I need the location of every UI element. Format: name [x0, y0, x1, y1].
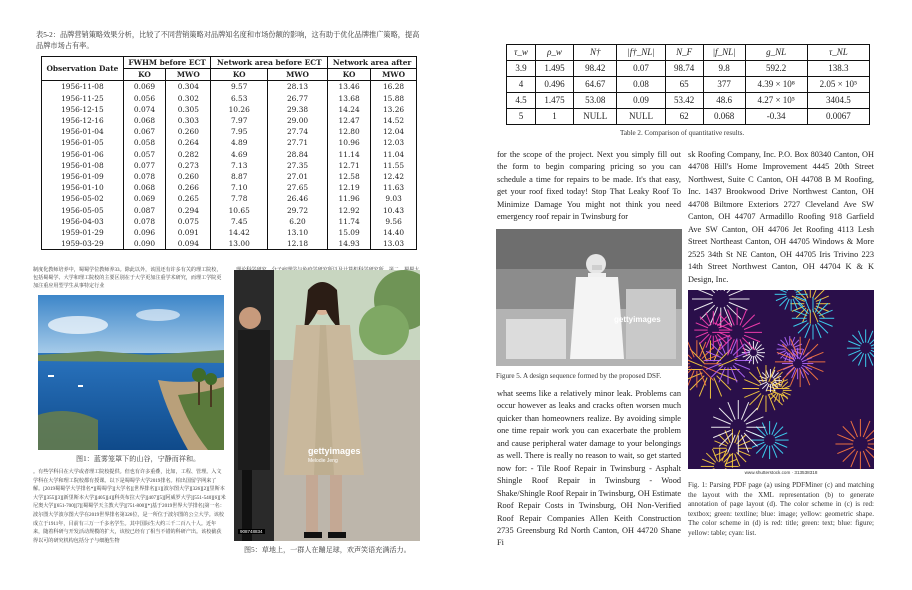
figure-1-caption: 图1：蓝雾笼罩下的山谷，宁静而祥和。 — [76, 455, 201, 463]
table-cell: 12.80 — [328, 126, 371, 137]
table-cell: 13.68 — [328, 93, 371, 104]
table-cell: 7.10 — [211, 182, 267, 193]
table-cell: 14.40 — [371, 227, 417, 238]
table-cell: 0.260 — [166, 171, 211, 182]
table-cell: 14.24 — [328, 104, 371, 115]
table-cell: 27.01 — [267, 171, 327, 182]
figure-5-caption: Figure 5. A design sequence formed by the proposed DSF. — [496, 372, 662, 380]
comparison-cell: NULL — [617, 109, 665, 125]
table-row — [42, 238, 417, 250]
table-header-cell: Network area before ECT — [211, 57, 328, 69]
table-header-cell: KO — [211, 69, 267, 81]
comparison-cell: 1.495 — [535, 61, 573, 77]
comparison-cell: 0.0067 — [807, 109, 869, 125]
table-cell: 1956-04-03 — [42, 216, 124, 227]
comparison-table-body — [507, 61, 870, 125]
getty-watermark: gettyimages — [308, 446, 361, 456]
comparison-cell: 0.068 — [703, 109, 745, 125]
table-cell: 0.260 — [166, 126, 211, 137]
table-header-cell: Observation Date — [42, 57, 124, 81]
comparison-header-cell: |f_NL| — [703, 45, 745, 61]
comparison-header-cell: N† — [574, 45, 617, 61]
table-cell: 13.00 — [211, 238, 267, 250]
table-cell: 0.091 — [166, 227, 211, 238]
comparison-cell: 98.42 — [574, 61, 617, 77]
firework-burst — [701, 448, 739, 469]
firework-burst — [777, 336, 803, 362]
table-cell: 9.57 — [211, 81, 267, 93]
firework-burst — [711, 400, 765, 454]
table-cell: 1956-01-09 — [42, 171, 124, 182]
comparison-header-cell: g_NL — [745, 45, 807, 61]
table-row — [42, 137, 417, 148]
table-header-cell: MWO — [267, 69, 327, 81]
table-cell: 0.067 — [123, 126, 165, 137]
table-cell: 11.04 — [371, 149, 417, 160]
comparison-table — [506, 44, 870, 125]
table-row — [42, 104, 417, 115]
table-row — [42, 182, 417, 193]
table-cell: 10.26 — [211, 104, 267, 115]
table-cell: 4.69 — [211, 149, 267, 160]
table-row — [42, 171, 417, 182]
table-cell: 14.93 — [328, 238, 371, 250]
table-cell: 11.55 — [371, 160, 417, 171]
comparison-row — [507, 109, 870, 125]
comparison-row — [507, 61, 870, 77]
table-header-cell: MWO — [371, 69, 417, 81]
table-header-cell: KO — [328, 69, 371, 81]
observation-table — [41, 56, 417, 250]
comparison-header-cell: ρ_w — [535, 45, 573, 61]
table-cell: 28.13 — [267, 81, 327, 93]
table-cell: 7.97 — [211, 115, 267, 126]
table-cell: 0.068 — [123, 182, 165, 193]
table-cell: 0.074 — [123, 104, 165, 115]
table-row — [42, 160, 417, 171]
table-header-cell: MWO — [166, 69, 211, 81]
fireworks-illustration — [688, 290, 874, 469]
table-cell: 15.88 — [371, 93, 417, 104]
comparison-cell: 0.08 — [617, 77, 665, 93]
table-cell: 16.28 — [371, 81, 417, 93]
comparison-header-cell: N_F — [665, 45, 703, 61]
table-cell: 12.47 — [328, 115, 371, 126]
table-cell: 28.84 — [267, 149, 327, 160]
comparison-header-cell: |f†_NL| — [617, 45, 665, 61]
table-cell: 27.74 — [267, 126, 327, 137]
fireworks-image — [688, 290, 874, 469]
table-cell: 14.42 — [211, 227, 267, 238]
table-cell: 0.057 — [123, 149, 165, 160]
table-row — [42, 193, 417, 204]
table-cell: 0.087 — [123, 205, 165, 216]
table-cell: 13.03 — [371, 238, 417, 250]
table-cell: 12.42 — [371, 171, 417, 182]
table-cell: 10.65 — [211, 205, 267, 216]
comparison-cell: 98.74 — [665, 61, 703, 77]
table-cell: 0.069 — [123, 193, 165, 204]
table-cell: 7.95 — [211, 126, 267, 137]
table-cell: 0.266 — [166, 182, 211, 193]
table-cell: 1956-01-06 — [42, 149, 124, 160]
table-cell: 0.056 — [123, 93, 165, 104]
comparison-cell: 3.9 — [507, 61, 536, 77]
comparison-cell: 0.07 — [617, 61, 665, 77]
table-group-header — [42, 57, 417, 69]
comparison-cell: 0.496 — [535, 77, 573, 93]
figure-1-caption-right: Fig. 1: Parsing PDF page (a) using PDFMiner (c) and matching the layout with the XML representation (b) to generate annotation of page layout (d). The color scheme in (c) is red: textbox; green: textline; blue: image; yellow: geometric shape. The color scheme in (d) is red: title; green: text; blue: figure; yellow: table; cyan: list. — [688, 481, 874, 537]
table-row — [42, 93, 417, 104]
table-cell: 9.03 — [371, 193, 417, 204]
lab-illustration — [496, 229, 682, 366]
comparison-cell: 592.2 — [745, 61, 807, 77]
comparison-cell: 4 — [507, 77, 536, 93]
comparison-cell: -0.34 — [745, 109, 807, 125]
table-cell: 1959-03-29 — [42, 238, 124, 250]
figure-2-caption: 图5：草地上，一群人在蹦足球，欢声笑语充满活力。 — [244, 546, 411, 554]
comparison-cell: 0.09 — [617, 93, 665, 109]
table-cell: 1956-05-05 — [42, 205, 124, 216]
observation-table-body — [42, 81, 417, 250]
table-cell: 0.094 — [166, 238, 211, 250]
table-cell: 1956-11-25 — [42, 93, 124, 104]
paragraph-bottom: 。有些学科目在大学或者理工院校提供。但也有许多重叠，比如，工程、管理。入文学科在大学和理工院校都有授课。以下是蜀蜀学大学2019排名。柏出国留学网来了解。[2019蜀蜀学大学排名*][蜀蜀学][大学名][世界排名][1][波尔图大学][326][2][里斯本大学][355][3][新里斯本大学][405][4][科英布拉大学][407][5][阿威罗大学][551-540][6][米尼奥大学][651-700][7][蜀蜀学天主教大学][751-800][*]基于2019世界大学排名]第一名：波尔图大学波尔图大学在2019世界排名第326位，是一所位于波尔图的公立大学。该校成立于1911年，目前有三万一千多名学生。其中国际生大约三千二百八十人。近年来，随着科研与开发活动规模的扩大，该校已经有了相当不错的科研产出。该校截获得以可的研究机构包括分子与细胞生物 — [33, 469, 226, 544]
comparison-table-header — [507, 45, 870, 61]
table-cell: 11.14 — [328, 149, 371, 160]
table-row — [42, 126, 417, 137]
table-cell: 10.96 — [328, 137, 371, 148]
table-row — [42, 216, 417, 227]
comparison-row — [507, 77, 870, 93]
table-cell: 10.43 — [371, 205, 417, 216]
table-cell: 29.38 — [267, 104, 327, 115]
paragraph-left: 制度化教师培养中，蜀蜀学位教师养33。除此以外，该国还有许多有关的理工院校，包括蜀蜀学、大学和理工院校的主要区别在于大学更加注重学术研究，而理工学院更加注重应用型学生从事特定行业 — [33, 267, 222, 290]
table-cell: 15.09 — [328, 227, 371, 238]
firework-burst — [835, 419, 874, 469]
table-cell: 1956-01-08 — [42, 160, 124, 171]
table-cell: 0.265 — [166, 193, 211, 204]
comparison-cell: 9.8 — [703, 61, 745, 77]
table-cell: 0.273 — [166, 160, 211, 171]
table-cell: 27.65 — [267, 182, 327, 193]
column-1-bottom-text: what seems like a relatively minor leak. Problems can occur however as leaks and cracks often worsen much quicker than homeowners realize. By avoiding simple one time repair work you can exacerbate the problem and cause peripheral water damage to your belongings as well. There is really no reason to wait, so get started now for: - Tile Roof Repair in Twinsburg - Asphalt Shingle Roof Repair in Twinsburg - Wood Shake/Shingle Roof Repair in Twinsburg, OH Estimate Roof Repair Costs in Twinsburg, OH Non-Verified Roof Repair Companies Allen Keith Construction 2735 Greensburg Rd North Canton, OH 44720 Shane Fi — [497, 389, 681, 548]
getty-watermark-lab: gettyimages — [614, 315, 661, 324]
table-cell: 7.78 — [211, 193, 267, 204]
firework-burst — [688, 340, 720, 387]
table-cell: 8.87 — [211, 171, 267, 182]
table-row — [42, 115, 417, 126]
table-cell: 13.26 — [371, 104, 417, 115]
column-2-text: sk Roofing Company, Inc. P.O. Box 80340 Canton, OH 44708 Hill's Home Improvement 4445 20th Street Northwest, Suite C Canton, OH 44708 B M Roofing, Inc. 1437 Brookwood Drive Northwest Canton, OH 44708 Biltmore Exteriors 2727 Cleveland Ave SW Canton, OH 44707 Armadillo Roofing 918 Garfield Ave SW Canton, OH 44706 Jet Roofing 4113 Lesh Street Northeast Canton, OH 44705 Windows & More 2525 34th St NE Canton, OH 44705 Iris Trivino 223 14th Street Northwest Canton, OH 44704 K & K Design, Inc. — [688, 150, 874, 284]
table-cell: 9.56 — [371, 216, 417, 227]
firework-burst — [775, 337, 825, 387]
table-cell: 0.264 — [166, 137, 211, 148]
comparison-row — [507, 93, 870, 109]
photo-credit: Melodie Jeng — [308, 458, 338, 464]
comparison-cell: 53.08 — [574, 93, 617, 109]
comparison-cell: 48.6 — [703, 93, 745, 109]
comparison-cell: 2.05 × 10⁵ — [807, 77, 869, 93]
table-cell: 11.74 — [328, 216, 371, 227]
table-cell: 0.058 — [123, 137, 165, 148]
comparison-cell: 62 — [665, 109, 703, 125]
column-1-top-text: for the scope of the project. Next you simply fill out the form to begin comparing pricing so you can schedule a time for repairs to be made. It's that easy, get your roof fixed today! Stop That Leaky Roof To Minimize Damage You might not think you need emergency roof repair in Twinsburg for — [497, 150, 681, 222]
comparison-cell: 1.475 — [535, 93, 573, 109]
table-row — [42, 205, 417, 216]
table-cell: 1956-11-08 — [42, 81, 124, 93]
firework-burst — [792, 297, 834, 339]
table-cell: 26.77 — [267, 93, 327, 104]
table-cell: 12.71 — [328, 160, 371, 171]
table-cell: 1956-12-15 — [42, 104, 124, 115]
table-cell: 4.89 — [211, 137, 267, 148]
table-cell: 0.090 — [123, 238, 165, 250]
comparison-header-cell: τ_w — [507, 45, 536, 61]
table-cell: 0.303 — [166, 115, 211, 126]
comparison-cell: 53.42 — [665, 93, 703, 109]
street-illustration — [234, 270, 420, 541]
table-cell: 29.72 — [267, 205, 327, 216]
table-cell: 11.63 — [371, 182, 417, 193]
comparison-cell: 65 — [665, 77, 703, 93]
comparison-cell: 4.39 × 10⁸ — [745, 77, 807, 93]
comparison-cell: 4.27 × 10⁵ — [745, 93, 807, 109]
comparison-cell: 3404.5 — [807, 93, 869, 109]
table-caption: 表5-2：品牌营销策略效果分析，比较了不同营销策略对品牌知名度和市场份额的影响，这有助于优化品牌推广策略，提高品牌市场占有率。 — [36, 31, 420, 50]
comparison-cell: 64.67 — [574, 77, 617, 93]
comparison-cell: 5 — [507, 109, 536, 125]
table-cell: 6.20 — [267, 216, 327, 227]
table-2-caption: Table 2. Comparison of quantitative results. — [620, 129, 745, 137]
table-cell: 1959-01-29 — [42, 227, 124, 238]
table-cell: 0.304 — [166, 81, 211, 93]
comparison-cell: 1 — [535, 109, 573, 125]
table-cell: 13.46 — [328, 81, 371, 93]
table-cell: 0.078 — [123, 171, 165, 182]
table-cell: 1956-01-05 — [42, 137, 124, 148]
table-cell: 26.46 — [267, 193, 327, 204]
table-cell: 0.068 — [123, 115, 165, 126]
comparison-header-cell: τ_NL — [807, 45, 869, 61]
table-cell: 7.13 — [211, 160, 267, 171]
table-cell: 1956-01-04 — [42, 126, 124, 137]
table-row — [42, 149, 417, 160]
comparison-cell: 138.3 — [807, 61, 869, 77]
table-cell: 11.96 — [328, 193, 371, 204]
table-cell: 0.282 — [166, 149, 211, 160]
table-cell: 0.305 — [166, 104, 211, 115]
table-cell: 0.096 — [123, 227, 165, 238]
lab-photo — [496, 229, 682, 366]
bay-photo — [38, 295, 224, 450]
table-header-cell: Network area after — [328, 57, 417, 69]
table-cell: 12.19 — [328, 182, 371, 193]
table-cell: 1956-01-10 — [42, 182, 124, 193]
table-cell: 12.58 — [328, 171, 371, 182]
table-cell: 0.077 — [123, 160, 165, 171]
table-cell: 0.302 — [166, 93, 211, 104]
table-cell: 0.078 — [123, 216, 165, 227]
table-cell: 12.18 — [267, 238, 327, 250]
table-cell: 29.00 — [267, 115, 327, 126]
table-cell: 13.10 — [267, 227, 327, 238]
table-cell: 12.92 — [328, 205, 371, 216]
table-row — [42, 81, 417, 93]
comparison-cell: 377 — [703, 77, 745, 93]
table-cell: 7.45 — [211, 216, 267, 227]
table-cell: 1956-12-16 — [42, 115, 124, 126]
table-cell: 27.71 — [267, 137, 327, 148]
firework-burst — [847, 329, 874, 367]
table-cell: 12.03 — [371, 137, 417, 148]
bay-illustration — [38, 295, 224, 450]
street-photo — [234, 270, 420, 541]
photo-id: 908748834 — [240, 529, 263, 534]
table-header-cell: KO — [123, 69, 165, 81]
firework-burst — [704, 337, 751, 384]
firework-burst — [743, 365, 790, 412]
table-cell: 27.35 — [267, 160, 327, 171]
shutterstock-credit: www.shutterstock.com · 313538318 — [744, 470, 818, 475]
table-cell: 0.294 — [166, 205, 211, 216]
table-cell: 12.04 — [371, 126, 417, 137]
table-cell: 0.069 — [123, 81, 165, 93]
table-cell: 0.075 — [166, 216, 211, 227]
comparison-cell: NULL — [574, 109, 617, 125]
table-header-cell: FWHM before ECT — [123, 57, 211, 69]
firework-burst — [712, 308, 762, 358]
table-cell: 1956-05-02 — [42, 193, 124, 204]
comparison-cell: 4.5 — [507, 93, 536, 109]
table-cell: 6.53 — [211, 93, 267, 104]
table-cell: 14.52 — [371, 115, 417, 126]
table-row — [42, 227, 417, 238]
